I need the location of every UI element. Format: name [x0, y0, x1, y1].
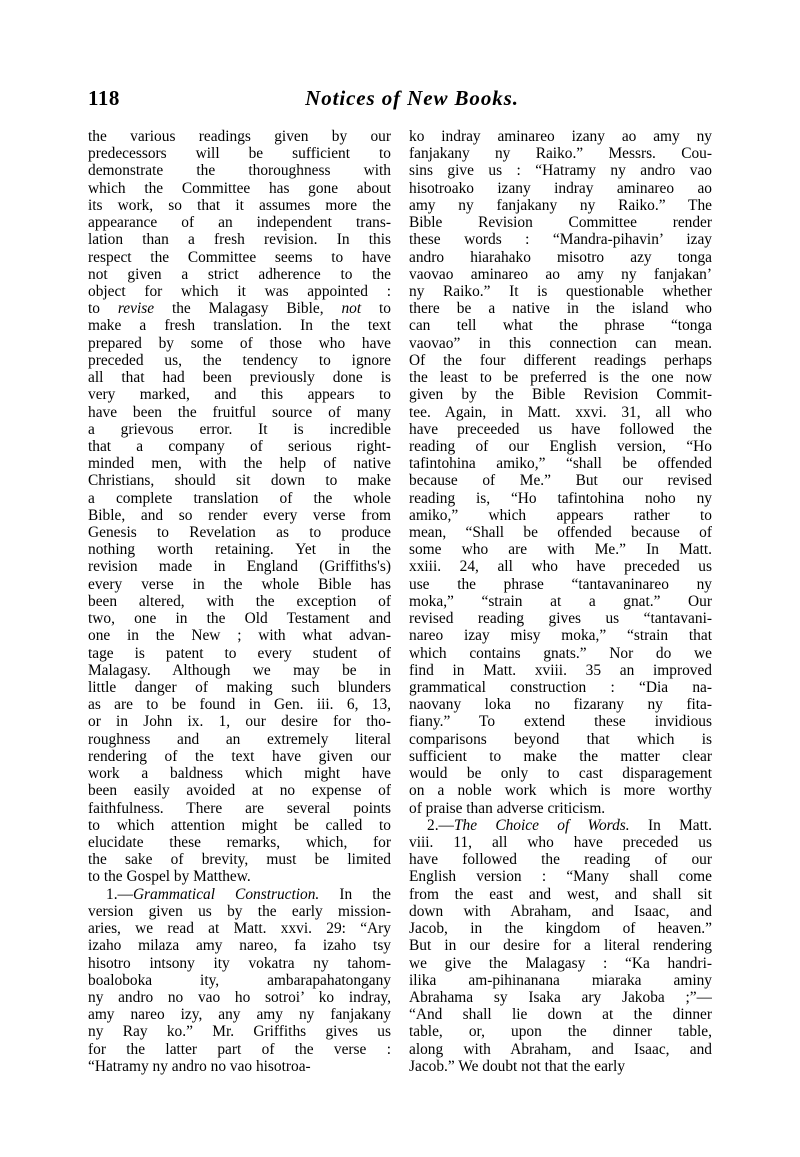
text-line: minded men, with the help of native: [88, 455, 391, 473]
text-line: a complete translation of the whole: [88, 489, 391, 507]
text-line: we give the Malagasy : “Ka handri-: [409, 954, 712, 972]
text-line: been altered, with the exception of: [88, 592, 391, 610]
text-line: boaloboka ity, ambarapahatongany: [88, 971, 391, 989]
text-line: hisotro intsony ity vokatra ny tahom-: [88, 954, 391, 972]
text-line: or in John ix. 1, our desire for tho-: [88, 713, 391, 731]
text-line: tafintohina amiko,” “shall be offended: [409, 455, 712, 473]
text-line: 1.—Grammatical Construction. In the: [106, 885, 391, 903]
text-line: “Hatramy ny andro no vao hisotroa-: [88, 1057, 311, 1075]
text-line: to the Gospel by Matthew.: [88, 868, 251, 886]
text-line: which contains gnats.” Nor do we: [409, 644, 712, 662]
text-line: can tell what the phrase “tonga: [409, 317, 712, 335]
text-line: “And shall lie down at the dinner: [409, 1006, 712, 1024]
text-line: hisotroako izany indray aminareo ao: [409, 179, 712, 197]
text-line: would be only to cast disparagement: [409, 765, 712, 783]
text-line: these words : “Mandra-pihavin’ izay: [409, 231, 712, 249]
text-line: amiko,” which appears rather to: [409, 506, 712, 524]
text-line: on a noble work which is more worthy: [409, 782, 712, 800]
text-line: table, or, upon the dinner table,: [409, 1023, 712, 1041]
text-line: Bible, and so render every verse from: [88, 506, 391, 524]
text-line: some who are with Me.” In Matt.: [409, 541, 712, 559]
text-line: Malagasy. Although we may be in: [88, 661, 391, 679]
text-line: elucidate these remarks, which, for: [88, 833, 391, 851]
text-line: along with Abraham, and Isaac, and: [409, 1040, 712, 1058]
text-line: because of Me.” But our revised: [409, 472, 712, 490]
text-line: demonstrate the thoroughness with: [88, 162, 391, 180]
text-line: xxiii. 24, all who have preceded us: [409, 558, 712, 576]
text-line: moka,” “strain at a gnat.” Our: [409, 592, 712, 610]
text-line: Christians, should sit down to make: [88, 472, 391, 490]
text-line: fiany.” To extend these invidious: [409, 713, 712, 731]
text-line: have preceeded us have followed the: [409, 420, 712, 438]
text-line: to which attention might be called to: [88, 816, 391, 834]
text-line: ny andro no vao ho sotroi’ ko indray,: [88, 988, 391, 1006]
text-line: izaho milaza amy nareo, fa izaho tsy: [88, 937, 391, 955]
text-line: sufficient to make the matter clear: [409, 747, 712, 765]
text-line: all that had been previously done is: [88, 369, 391, 387]
text-line: vaovao” in this connection can mean.: [409, 334, 712, 352]
text-line: ilika am-pihinanana miaraka aminy: [409, 971, 712, 989]
text-line: comparisons beyond that which is: [409, 730, 712, 748]
text-line: 2.—The Choice of Words. In Matt.: [427, 816, 712, 834]
text-line: two, one in the Old Testament and: [88, 610, 391, 628]
text-line: not given a strict adherence to the: [88, 265, 391, 283]
text-line: tee. Again, in Matt. xxvi. 31, all who: [409, 403, 712, 421]
text-line: ny Raiko.” It is questionable whether: [409, 282, 712, 300]
text-line: viii. 11, all who have preceded us: [409, 833, 712, 851]
text-line: tage is patent to every student of: [88, 644, 391, 662]
text-line: given by the Bible Revision Commit-: [409, 386, 712, 404]
text-line: of praise than adverse criticism.: [409, 799, 606, 817]
text-line: been easily avoided at no expense of: [88, 782, 391, 800]
text-line: have followed the reading of our: [409, 851, 712, 869]
text-line: faithfulness. There are several points: [88, 799, 391, 817]
column-right: [409, 128, 712, 1075]
text-line: fanjakany ny Raiko.” Messrs. Cou-: [409, 145, 712, 163]
text-line: have been the fruitful source of many: [88, 403, 391, 421]
text-line: a grievous error. It is incredible: [88, 420, 391, 438]
text-line: to revise the Malagasy Bible, not to: [88, 300, 391, 318]
text-line: naovany loka no fizarany ny fita-: [409, 696, 712, 714]
text-line: preceded us, the tendency to ignore: [88, 351, 391, 369]
text-line: object for which it was appointed :: [88, 282, 391, 300]
text-line: ko indray aminareo izany ao amy ny: [409, 128, 712, 145]
text-line: which the Committee has gone about: [88, 179, 391, 197]
text-line: reading of our English version, “Ho: [409, 437, 712, 455]
text-line: for the latter part of the verse :: [88, 1040, 391, 1058]
text-line: English version : “Many shall come: [409, 868, 712, 886]
text-line: one in the New ; with what advan-: [88, 627, 391, 645]
text-line: little danger of making such blunders: [88, 679, 391, 696]
column-left: [88, 128, 391, 1075]
text-line: nareo izay misy moka,” “strain that: [409, 627, 712, 645]
text-line: revised reading gives us “tantavani-: [409, 610, 712, 628]
text-line: very marked, and this appears to: [88, 386, 391, 404]
text-line: Genesis to Revelation as to produce: [88, 524, 391, 542]
text-line: Of the four different readings perhaps: [409, 351, 712, 369]
text-line: the least to be preferred is the one now: [409, 369, 712, 387]
text-line: nothing worth retaining. Yet in the: [88, 541, 391, 559]
text-line: mean, “Shall be offended because of: [409, 524, 712, 542]
text-line: prepared by some of those who have: [88, 334, 391, 352]
text-line: Jacob.” We doubt not that the early: [409, 1057, 626, 1075]
text-line: sins give us : “Hatramy ny andro vao: [409, 162, 712, 180]
text-line: vaovao aminareo ao amy ny fanjakan’: [409, 265, 712, 283]
text-line: amy ny fanjakany ny Raiko.” The: [409, 196, 712, 214]
running-head-title: Notices of New Books.: [305, 86, 519, 110]
text-line: lation than a fresh revision. In this: [88, 231, 391, 249]
text-line: revision made in England (Griffiths's): [88, 558, 391, 576]
text-line: find in Matt. xviii. 35 an improved: [409, 661, 712, 679]
text-line: appearance of an independent trans-: [88, 214, 391, 232]
text-line: that a company of serious right-: [88, 437, 391, 455]
text-line: version given us by the early mission-: [88, 902, 391, 920]
text-line: Bible Revision Committee render: [409, 214, 712, 232]
text-line: predecessors will be sufficient to: [88, 145, 391, 163]
text-line: rendering of the text have given our: [88, 747, 391, 765]
text-line: roughness and an extremely literal: [88, 730, 391, 748]
text-line: the sake of brevity, must be limited: [88, 851, 391, 869]
text-line: andro hiarahako misotro azy tonga: [409, 248, 712, 266]
text-line: respect the Committee seems to have: [88, 248, 391, 266]
text-line: aries, we read at Matt. xxvi. 29: “Ary: [88, 920, 391, 938]
text-line: down with Abraham, and Isaac, and: [409, 902, 712, 920]
text-line: amy nareo izy, any amy ny fanjakany: [88, 1006, 391, 1024]
page-number: 118: [88, 86, 120, 110]
text-line: grammatical construction : “Dia na-: [409, 679, 712, 696]
text-line: But in our desire for a literal rendering: [409, 937, 712, 955]
text-line: its work, so that it assumes more the: [88, 196, 391, 214]
text-line: make a fresh translation. In the text: [88, 317, 391, 335]
text-line: from the east and west, and shall sit: [409, 885, 712, 903]
text-line: every verse in the whole Bible has: [88, 575, 391, 593]
text-line: Jacob, in the kingdom of heaven.”: [409, 920, 712, 938]
text-line: ny Ray ko.” Mr. Griffiths gives us: [88, 1023, 391, 1041]
text-line: the various readings given by our: [88, 128, 391, 145]
text-line: Abrahama sy Isaka ary Jakoba ;”—: [409, 988, 712, 1006]
text-line: there be a native in the island who: [409, 300, 712, 318]
running-head: [88, 84, 712, 114]
text-line: reading is, “Ho tafintohina noho ny: [409, 489, 712, 507]
text-line: as are to be found in Gen. iii. 6, 13,: [88, 696, 391, 714]
text-line: use the phrase “tantavaninareo ny: [409, 575, 712, 593]
text-line: work a baldness which might have: [88, 765, 391, 783]
